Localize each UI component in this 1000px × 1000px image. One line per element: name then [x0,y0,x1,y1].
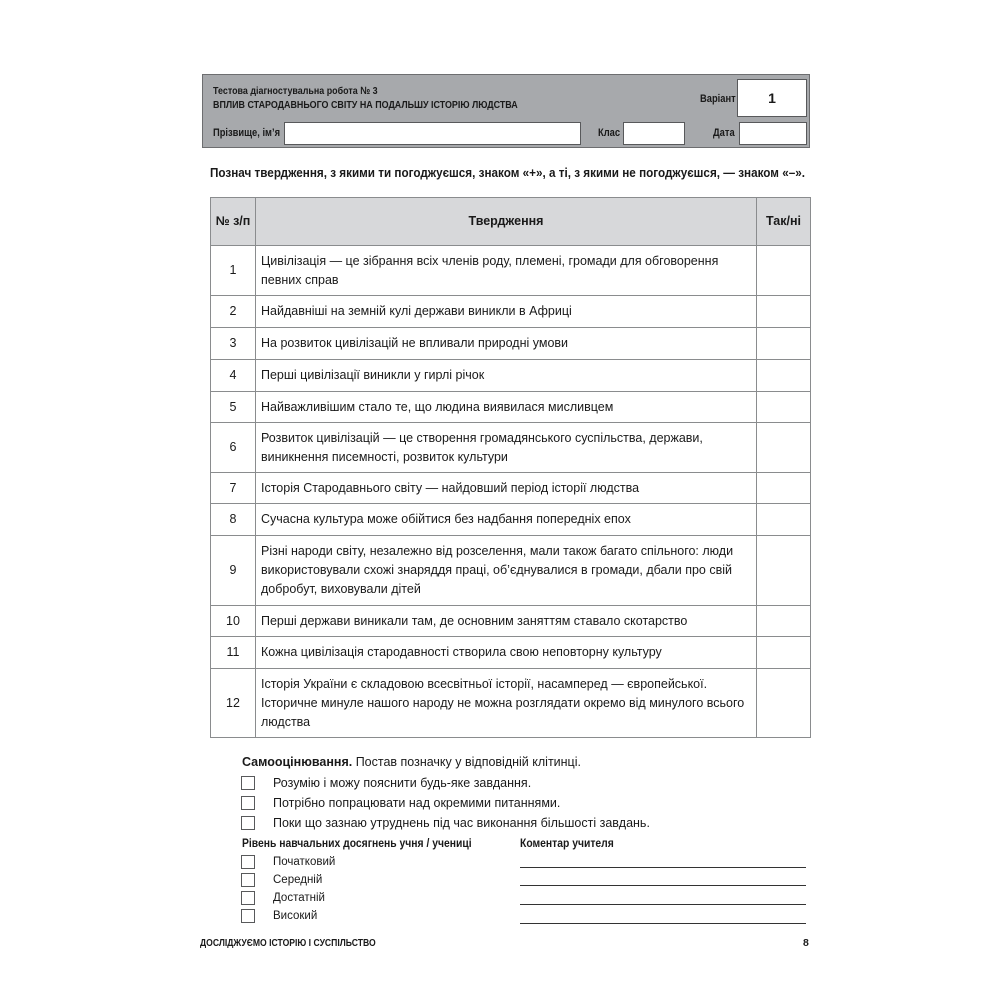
answer-cell[interactable] [757,473,811,504]
answer-cell[interactable] [757,669,811,738]
row-statement: На розвиток цивілізацій не впливали природні умови [256,328,757,360]
table-row [211,504,811,536]
row-number: 2 [211,296,256,328]
row-statement: Історія України є складовою всесвітньої історії, насамперед — європейської. Історичне минуле нашого народу не можна розглядати окремо від минулого всього людства [256,669,757,738]
statements-table [210,197,811,738]
row-statement: Перші цивілізації виникли у гирлі річок [256,360,757,392]
row-number: 12 [211,669,256,738]
checkbox[interactable] [241,816,255,830]
self-assessment-instruction: Постав позначку у відповідній клітинці. [352,755,581,769]
page-number: 8 [803,937,809,949]
row-number: 3 [211,328,256,360]
checkbox[interactable] [241,776,255,790]
instruction-text: Познач твердження, з якими ти погоджуєшся, знаком «+», а ті, з якими не погоджуєшся, — знаком «–». [210,165,805,180]
comment-line[interactable] [520,904,806,905]
row-statement: Кожна цивілізація стародавності створила свою неповторну культуру [256,637,757,669]
row-number: 10 [211,606,256,637]
checkbox[interactable] [241,909,255,923]
answer-cell[interactable] [757,423,811,473]
row-number: 8 [211,504,256,536]
self-assessment-title [242,755,581,769]
level-option[interactable] [241,855,335,869]
checkbox[interactable] [241,891,255,905]
variant-value: 1 [737,79,807,117]
self-assessment-heading: Самооцінювання. [242,755,353,769]
table-row [211,246,811,296]
table-row [211,669,811,738]
row-number: 9 [211,536,256,606]
self-assessment-option[interactable] [241,816,650,830]
test-topic-title: ВПЛИВ СТАРОДАВНЬОГО СВІТУ НА ПОДАЛЬШУ ІСТОРІЮ ЛЮДСТВА [213,99,518,111]
column-header-number: № з/п [211,198,256,246]
level-option[interactable] [241,909,317,923]
comment-line[interactable] [520,923,806,924]
table-row [211,360,811,392]
self-assessment-option[interactable] [241,796,560,810]
row-statement: Розвиток цивілізацій — це створення громадянського суспільства, держави, виникнення писемності, розвиток культури [256,423,757,473]
row-number: 11 [211,637,256,669]
table-header-row [211,198,811,246]
name-label: Прізвище, ім’я [213,127,281,139]
column-header-statement: Твердження [256,198,757,246]
level-label: Достатній [273,892,325,904]
row-number: 1 [211,246,256,296]
comment-line[interactable] [520,885,806,886]
option-label: Поки що зазнаю утруднень під час виконання більшості завдань. [273,816,650,830]
level-option[interactable] [241,873,322,887]
answer-cell[interactable] [757,606,811,637]
class-field[interactable] [623,122,685,145]
level-label: Середній [273,874,323,886]
table-row [211,606,811,637]
level-option[interactable] [241,891,325,905]
self-assessment-option[interactable] [241,776,531,790]
checkbox[interactable] [241,873,255,887]
row-statement: Сучасна культура може обійтися без надбання попередніх епох [256,504,757,536]
option-label: Розумію і можу пояснити будь-яке завдання. [273,776,532,790]
name-field[interactable] [284,122,581,145]
table-row [211,423,811,473]
checkbox[interactable] [241,796,255,810]
row-statement: Історія Стародавнього світу — найдовший період історії людства [256,473,757,504]
row-statement: Найдавніші на земній кулі держави виникли в Африці [256,296,757,328]
level-label: Високий [273,910,318,922]
row-statement: Цивілізація — це зібрання всіх членів роду, племені, громади для обговорення певних справ [256,246,757,296]
answer-cell[interactable] [757,360,811,392]
answer-cell[interactable] [757,637,811,669]
answer-cell[interactable] [757,504,811,536]
row-number: 4 [211,360,256,392]
option-label: Потрібно попрацювати над окремими питаннями. [273,796,561,810]
table-row [211,473,811,504]
table-row [211,296,811,328]
test-header-box [202,74,810,148]
class-label: Клас [598,127,621,139]
table-row [211,637,811,669]
row-number: 7 [211,473,256,504]
answer-cell[interactable] [757,246,811,296]
answer-cell[interactable] [757,536,811,606]
row-statement: Найважливішим стало те, що людина виявилася мисливцем [256,392,757,423]
date-field[interactable] [739,122,807,145]
row-statement: Перші держави виникали там, де основним заняттям ставало скотарство [256,606,757,637]
level-label: Початковий [273,856,336,868]
row-number: 6 [211,423,256,473]
answer-cell[interactable] [757,296,811,328]
answer-cell[interactable] [757,392,811,423]
checkbox[interactable] [241,855,255,869]
achievement-level-title: Рівень навчальних досягнень учня / учениці [242,838,472,850]
answer-cell[interactable] [757,328,811,360]
table-row [211,328,811,360]
column-header-answer: Так/ні [757,198,811,246]
row-number: 5 [211,392,256,423]
variant-label: Варіант [700,93,736,105]
table-row [211,392,811,423]
teacher-comment-title: Коментар учителя [520,838,614,850]
row-statement: Різні народи світу, незалежно від розселення, мали також багато спільного: люди використовували схожі знаряддя праці, об’єднувалися в громади, дбали про свій добробут, виховували дітей [256,536,757,606]
test-number-title: Тестова діагностувальна робота № 3 [213,85,378,97]
footer-book-title: ДОСЛІДЖУЄМО ІСТОРІЮ І СУСПІЛЬСТВО [200,937,376,949]
table-row [211,536,811,606]
comment-line[interactable] [520,867,806,868]
date-label: Дата [713,127,735,139]
